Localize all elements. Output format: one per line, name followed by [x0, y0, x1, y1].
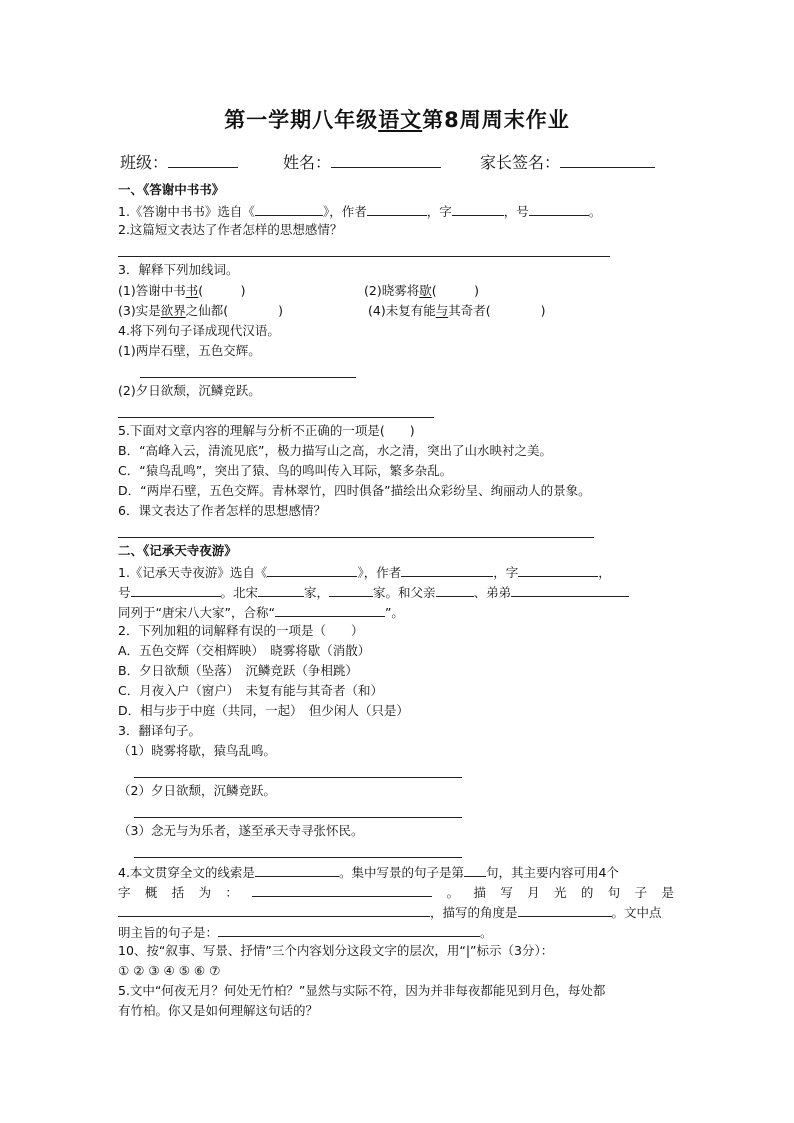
s2-q4-line1 — [118, 863, 619, 881]
s2-q4-line3 — [118, 903, 662, 921]
s2-q1-line2 — [118, 583, 629, 601]
s2-q4-line4 — [118, 923, 493, 941]
s1-q1-blank-hao[interactable] — [529, 202, 589, 216]
s1-q5-option-c: C．“猿鸟乱鸣”，突出了猿、鸟的鸣叫传入耳际，繁多杂乱。 — [118, 463, 453, 478]
s1-q3-3-blank[interactable]: 之仙都( ) — [185, 303, 283, 318]
s1-q3-4-blank[interactable]: 其奇者( ) — [448, 303, 546, 318]
class-label: 班级： — [120, 153, 169, 172]
s2-q4-blank-moonlight[interactable] — [118, 903, 430, 917]
name-label: 姓名： — [283, 153, 332, 172]
s2-q4-text: 。描写月光的句子是 — [432, 885, 674, 900]
s2-q1-blank-name[interactable] — [275, 603, 385, 617]
s1-q5: 5.下面对文章内容的理解与分析不正确的一项是( ) — [118, 423, 415, 438]
s2-q10-sentence-numbers: ① ② ③ ④ ⑤ ⑥ ⑦ — [118, 963, 221, 978]
s2-q1-line3 — [118, 603, 404, 621]
s2-q2-option-c: C．月夜入户（窗户） 未复有能与其奇者（和） — [118, 683, 383, 698]
s1-q3-3-text: (3)实是 — [118, 303, 161, 318]
s2-q4-blank-clue[interactable] — [255, 863, 339, 877]
s2-q4-blank-angle[interactable] — [518, 903, 612, 917]
s2-q3-3-answer-line[interactable] — [134, 857, 462, 858]
s2-q1-text: 同列于“唐宋八大家”，合称“ — [118, 605, 275, 620]
section-2-heading: 二、《记承天寺夜游》 — [118, 543, 237, 558]
class-field — [120, 150, 238, 173]
s2-q1-text: 1.《记承天寺夜游》选自《 — [118, 565, 268, 580]
s2-q1-text: 家， — [304, 585, 330, 600]
s2-q3-2: （2）夕日欲颓，沉鳞竞跃。 — [118, 783, 276, 798]
s1-q1-text: 》，作者 — [322, 204, 367, 219]
s2-q1-text: ， — [598, 565, 611, 580]
s2-q10: 10、按“叙事、写景、抒情”三个内容划分这段文字的层次，用“|”标示（3分）： — [118, 943, 554, 958]
s1-q2: 2.这篇短文表达了作者怎样的思想感情？ — [118, 222, 343, 237]
name-input[interactable] — [331, 154, 441, 168]
page-title — [0, 104, 794, 134]
s2-q2-option-d: D．相与步于中庭（共同，一起） 但少闲人（只是） — [118, 703, 409, 718]
s2-q1-blank-author[interactable] — [401, 563, 493, 577]
s1-q1-blank-author[interactable] — [367, 202, 427, 216]
s1-q3: 3．解释下列加线词。 — [118, 262, 239, 277]
s2-q4-text: ，描写的角度是 — [430, 905, 518, 920]
s2-q1-blank-book[interactable] — [267, 563, 357, 577]
s1-q1 — [118, 202, 601, 220]
s2-q4-line2 — [118, 883, 674, 901]
s2-q4-blank-sentence[interactable] — [464, 863, 486, 877]
s2-q4-text: 明主旨的句子是： — [118, 925, 219, 940]
s2-q1-text: 家。和父亲 — [373, 585, 436, 600]
s1-q6: 6．课文表达了作者怎样的思想感情？ — [118, 503, 326, 518]
s1-q2-answer-line[interactable] — [118, 256, 610, 257]
s1-q1-text: ，字 — [426, 204, 452, 219]
s1-q3-3-word: 欲界 — [160, 303, 186, 318]
s1-q3-3 — [118, 303, 283, 319]
s2-q4-blank-theme[interactable] — [218, 923, 480, 937]
parent-signature-input[interactable] — [560, 154, 655, 168]
s1-q4-1: (1)两岸石壁，五色交辉。 — [118, 343, 261, 358]
s2-q4-text: 。文中点 — [611, 905, 662, 920]
s2-q1-text: 。北宋 — [220, 585, 259, 600]
s1-q4: 4.将下列句子译成现代汉语。 — [118, 323, 280, 338]
s2-q2-option-b: B．夕日欲颓（坠落） 沉鳞竞跃（争相跳） — [118, 663, 358, 678]
title-part1: 第一学期八年级 — [224, 108, 379, 132]
s2-q1-blank-school2[interactable] — [329, 583, 373, 597]
s2-q3: 3．翻译句子。 — [118, 723, 201, 738]
s1-q3-4-text: (4)未复有能 — [368, 303, 436, 318]
s1-q5-option-d: D．“两岸石壁，五色交辉。青林翠竹，四时俱备”描绘出众彩纷呈、绚丽动人的景象。 — [118, 483, 591, 498]
s1-q3-4 — [368, 303, 546, 319]
s2-q4-text: 。集中写景的句子是第 — [338, 865, 464, 880]
s2-q2-option-a: A．五色交辉（交相辉映） 晓雾将歇（消散） — [118, 643, 371, 658]
s1-q4-1-answer-line[interactable] — [140, 377, 356, 378]
class-input[interactable] — [168, 154, 238, 168]
s1-q3-4-word: 与 — [435, 303, 449, 318]
s2-q1-text: ，字 — [493, 565, 519, 580]
s1-q1-text: 1.《答谢中书书》选自《 — [118, 204, 255, 219]
s2-q1-line1 — [118, 563, 611, 581]
title-part2: 语文 — [378, 108, 423, 132]
s2-q4-text: 。 — [480, 925, 493, 940]
s1-q4-2-answer-line[interactable] — [118, 417, 434, 418]
s1-q3-1 — [118, 283, 246, 299]
title-part3: 第8周周末作业 — [422, 108, 570, 132]
s1-q1-blank-book[interactable] — [255, 202, 323, 216]
s2-q4-text: 句，其主要内容可用4个 — [485, 865, 619, 880]
s1-q3-2 — [364, 283, 479, 299]
s2-q4-blank-summary[interactable] — [252, 883, 432, 897]
s2-q1-text: 、弟弟 — [473, 585, 512, 600]
s2-q1-blank-hao[interactable] — [131, 583, 221, 597]
s1-q3-1-word: 书 — [185, 283, 199, 298]
s2-q5-line2: 有竹柏。你又是如何理解这句话的？ — [118, 1003, 319, 1018]
parent-signature-label: 家长签名： — [480, 153, 561, 172]
s1-q3-2-blank[interactable]: ( ) — [431, 283, 479, 298]
name-field — [283, 150, 441, 173]
s1-q1-blank-zi[interactable] — [452, 202, 504, 216]
s2-q1-blank-zi[interactable] — [518, 563, 598, 577]
s1-q4-2: (2)夕日欲颓，沉鳞竞跃。 — [118, 383, 261, 398]
s2-q1-text: 号 — [118, 585, 131, 600]
s2-q1-blank-father[interactable] — [436, 583, 474, 597]
s1-q3-2-word: 歇 — [419, 283, 432, 298]
s1-q3-2-text: (2)晓雾将 — [364, 283, 420, 298]
s2-q5-line1: 5.文中“何夜无月？何处无竹柏？”显然与实际不符，因为并非每夜都能见到月色，每处都 — [118, 983, 606, 998]
s2-q4-text: 4.本文贯穿全文的线索是 — [118, 865, 255, 880]
parent-signature-field — [480, 150, 655, 173]
s2-q3-1: （1）晓雾将歇，猿鸟乱鸣。 — [118, 743, 276, 758]
section-1-heading: 一、《答谢中书书》 — [118, 182, 225, 197]
s1-q1-text: 。 — [588, 204, 602, 219]
s2-q3-3: （3）念无与为乐者，遂至承天寺寻张怀民。 — [118, 823, 364, 838]
s2-q2: 2．下列加粗的词解释有误的一项是（ ） — [118, 623, 364, 638]
s2-q1-text: ”。 — [384, 605, 404, 620]
s1-q5-option-b: B．“高峰入云，清流见底”，极力描写山之高，水之清，突出了山水映衬之美。 — [118, 443, 553, 458]
s1-q6-answer-line[interactable] — [118, 537, 594, 538]
s1-q3-1-blank[interactable]: ( ) — [198, 283, 246, 298]
s2-q1-blank-school1[interactable] — [258, 583, 304, 597]
s2-q3-1-answer-line[interactable] — [134, 777, 462, 778]
s2-q1-text: 》，作者 — [357, 565, 402, 580]
s2-q3-2-answer-line[interactable] — [134, 817, 462, 818]
s1-q1-text: ，号 — [503, 204, 529, 219]
s2-q4-text: 字概括为： — [118, 885, 253, 900]
s2-q1-blank-brother[interactable] — [511, 583, 629, 597]
s1-q3-1-text: (1)答谢中书 — [118, 283, 186, 298]
